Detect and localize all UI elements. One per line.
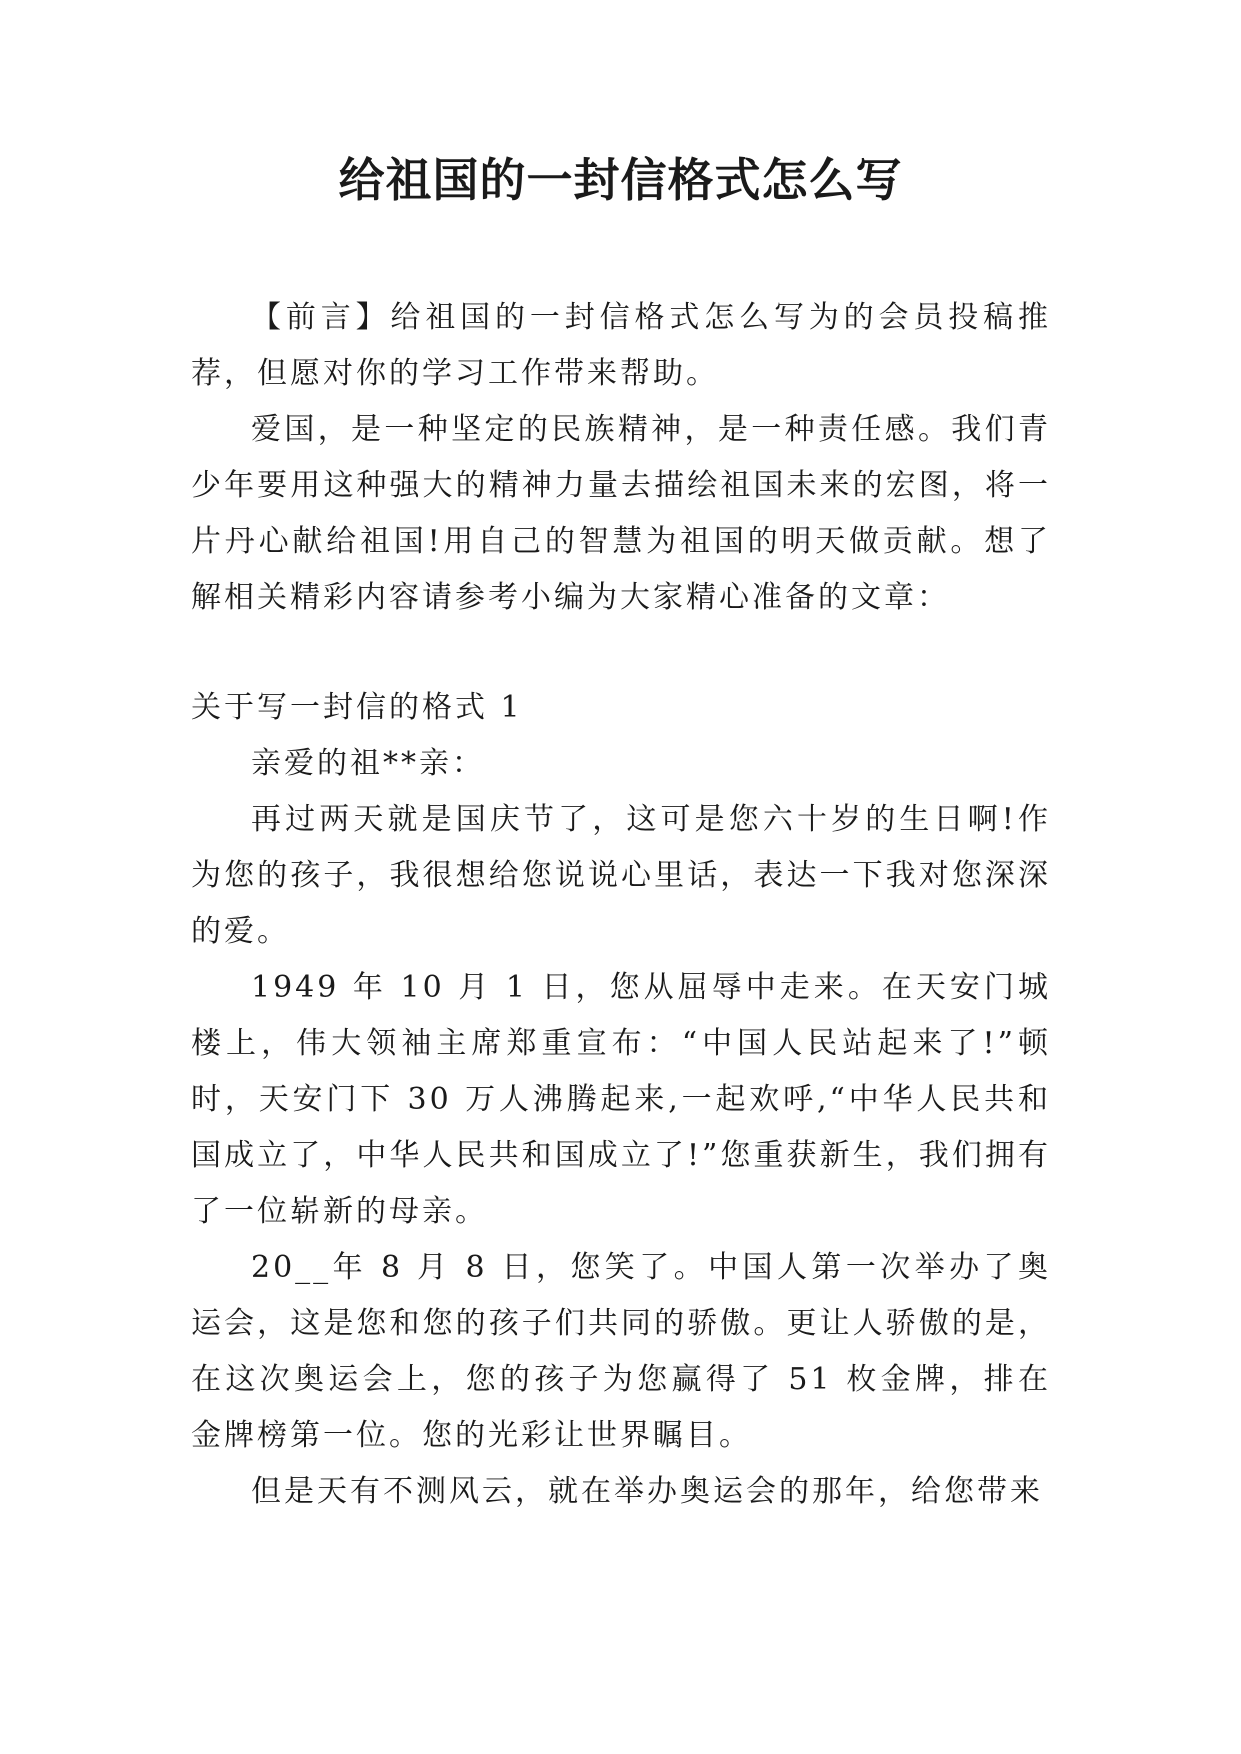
intro-paragraph-preface: 【前言】给祖国的一封信格式怎么写为的会员投稿推荐，但愿对你的学习工作带来帮助。: [191, 300, 1051, 391]
letter-paragraph-olympics: 20__年 8 月 8 日，您笑了。中国人第一次举办了奥运会，这是您和您的孩子们共同的骄傲。更让人骄傲的是，在这次奥运会上，您的孩子为您赢得了 51 枚金牌，排在金牌榜第一位。您的光彩让世界瞩目。: [191, 1250, 1051, 1453]
letter-paragraph-1949: 1949 年 10 月 1 日，您从屈辱中走来。在天安门城楼上，伟大领袖主席郑重宣布：“中国人民站起来了!”顿时，天安门下 30 万人沸腾起来,一起欢呼,“中华人民共和国成立了，中华人民共和国成立了!”您重获新生，我们拥有了一位崭新的母亲。: [191, 970, 1051, 1229]
letter-salutation: 亲爱的祖**亲：: [251, 746, 485, 781]
document-title: 给祖国的一封信格式怎么写: [338, 153, 903, 207]
document-body: [191, 290, 1051, 1520]
letter-paragraph-continued: 但是天有不测风云，就在举办奥运会的那年，给您带来: [251, 1474, 1043, 1509]
section-heading: 关于写一封信的格式 1: [191, 690, 523, 725]
intro-paragraph-patriotism: 爱国，是一种坚定的民族精神，是一种责任感。我们青少年要用这种强大的精神力量去描绘祖国未来的宏图，将一片丹心献给祖国!用自己的智慧为祖国的明天做贡献。想了解相关精彩内容请参考小编为大家精心准备的文章：: [191, 412, 1051, 615]
letter-paragraph-national-day: 再过两天就是国庆节了，这可是您六十岁的生日啊!作为您的孩子，我很想给您说说心里话，表达一下我对您深深的爱。: [191, 802, 1051, 949]
